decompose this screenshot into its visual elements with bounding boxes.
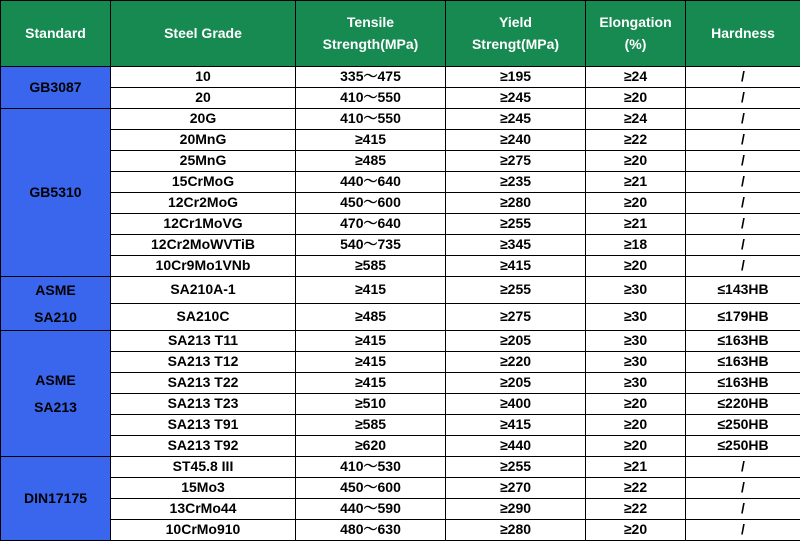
steel-grade-cell: 10Cr9Mo1VNb [111,256,296,277]
tensile-strength-cell: ≥510 [296,394,446,415]
yield-strength-cell: ≥345 [446,235,586,256]
steel-grade-cell: 20MnG [111,130,296,151]
table-row [1,235,800,256]
tensile-strength-cell: 450～600 [296,193,446,214]
hardness-cell: / [686,130,800,151]
elongation-cell: ≥21 [586,172,686,193]
table-row [1,256,800,277]
steel-grade-cell: SA210C [111,304,296,331]
hardness-cell: / [686,172,800,193]
tensile-strength-cell: ≥585 [296,256,446,277]
table-header [1,1,800,67]
table-row [1,520,800,541]
elongation-cell: ≥30 [586,373,686,394]
yield-strength-cell: ≥220 [446,352,586,373]
tensile-strength-cell: ≥415 [296,373,446,394]
table-row [1,193,800,214]
elongation-cell: ≥20 [586,436,686,457]
tensile-strength-cell: ≥415 [296,130,446,151]
hardness-cell: / [686,193,800,214]
hardness-cell: / [686,88,800,109]
elongation-cell: ≥20 [586,193,686,214]
steel-grade-cell: SA213 T12 [111,352,296,373]
table-row [1,109,800,130]
tensile-strength-cell: ≥415 [296,277,446,304]
steel-grade-cell: SA213 T91 [111,415,296,436]
header-yield-line-1: Yield [499,14,532,30]
yield-strength-cell: ≥255 [446,457,586,478]
steel-grade-cell: 20G [111,109,296,130]
yield-strength-cell: ≥195 [446,67,586,88]
yield-strength-cell: ≥280 [446,520,586,541]
tensile-strength-cell: 410～550 [296,88,446,109]
tensile-strength-cell: ≥485 [296,151,446,172]
elongation-cell: ≥20 [586,151,686,172]
standard-label: DIN17175 [1,485,110,512]
yield-strength-cell: ≥415 [446,415,586,436]
elongation-cell: ≥22 [586,499,686,520]
elongation-cell: ≥30 [586,304,686,331]
table-row [1,436,800,457]
table-body [1,67,800,541]
steel-grade-cell: SA210A-1 [111,277,296,304]
steel-grade-cell: 15CrMoG [111,172,296,193]
table-row [1,478,800,499]
yield-strength-cell: ≥440 [446,436,586,457]
hardness-cell: ≤143HB [686,277,800,304]
hardness-cell: / [686,520,800,541]
header-steel-grade: Steel Grade [111,1,296,67]
elongation-cell: ≥24 [586,109,686,130]
yield-strength-cell: ≥240 [446,130,586,151]
yield-strength-cell: ≥270 [446,478,586,499]
tensile-strength-cell: 470～640 [296,214,446,235]
elongation-cell: ≥30 [586,352,686,373]
elongation-cell: ≥20 [586,394,686,415]
table-row [1,67,800,88]
header-elongation-line-1: Elongation [599,14,671,30]
elongation-cell: ≥30 [586,277,686,304]
table-row [1,394,800,415]
table-row [1,130,800,151]
standard-label: ASME [1,277,110,304]
tensile-strength-cell: ≥415 [296,331,446,352]
yield-strength-cell: ≥245 [446,88,586,109]
standard-label: GB3087 [1,74,110,101]
yield-strength-cell: ≥245 [446,109,586,130]
table-row [1,88,800,109]
tensile-strength-cell: 440～640 [296,172,446,193]
yield-strength-cell: ≥415 [446,256,586,277]
yield-strength-cell: ≥255 [446,277,586,304]
standard-cell [1,457,111,541]
hardness-cell: / [686,151,800,172]
hardness-cell: / [686,457,800,478]
elongation-cell: ≥30 [586,331,686,352]
steel-grade-cell: SA213 T22 [111,373,296,394]
elongation-cell: ≥18 [586,235,686,256]
header-tensile-line-2: Strength(MPa) [323,36,419,52]
tensile-strength-cell: 410～530 [296,457,446,478]
yield-strength-cell: ≥275 [446,304,586,331]
elongation-cell: ≥20 [586,415,686,436]
table-row [1,331,800,352]
tensile-strength-cell: 480～630 [296,520,446,541]
tensile-strength-cell: 410～550 [296,109,446,130]
steel-grade-cell: 12Cr1MoVG [111,214,296,235]
yield-strength-cell: ≥235 [446,172,586,193]
header-standard: Standard [1,1,111,67]
header-elongation-line-2: (%) [625,36,647,52]
table-row [1,373,800,394]
elongation-cell: ≥20 [586,520,686,541]
header-tensile-line-1: Tensile [347,14,394,30]
tensile-strength-cell: ≥620 [296,436,446,457]
yield-strength-cell: ≥205 [446,373,586,394]
yield-strength-cell: ≥290 [446,499,586,520]
steel-grade-cell: 12Cr2MoWVTiB [111,235,296,256]
hardness-cell: / [686,499,800,520]
steel-grade-cell: SA213 T23 [111,394,296,415]
tensile-strength-cell: 335～475 [296,67,446,88]
standard-cell [1,277,111,331]
steel-grade-cell: 10 [111,67,296,88]
steel-grade-cell: 25MnG [111,151,296,172]
elongation-cell: ≥20 [586,88,686,109]
standard-label: SA210 [1,304,110,331]
elongation-cell: ≥22 [586,478,686,499]
hardness-cell: / [686,256,800,277]
hardness-cell: / [686,235,800,256]
tensile-strength-cell: 540～735 [296,235,446,256]
tensile-strength-cell: ≥415 [296,352,446,373]
elongation-cell: ≥20 [586,256,686,277]
yield-strength-cell: ≥275 [446,151,586,172]
hardness-cell: / [686,214,800,235]
steel-grade-cell: 20 [111,88,296,109]
standard-label: SA213 [1,394,110,421]
steel-grade-cell: SA213 T11 [111,331,296,352]
yield-strength-cell: ≥205 [446,331,586,352]
hardness-cell: / [686,67,800,88]
table-row [1,304,800,331]
yield-strength-cell: ≥255 [446,214,586,235]
table-row [1,172,800,193]
yield-strength-cell: ≥280 [446,193,586,214]
table-row [1,277,800,304]
tensile-strength-cell: 450～600 [296,478,446,499]
standard-cell [1,67,111,109]
steel-grade-cell: 10CrMo910 [111,520,296,541]
hardness-cell: ≤179HB [686,304,800,331]
steel-grade-cell: ST45.8 III [111,457,296,478]
steel-grade-cell: 15Mo3 [111,478,296,499]
steel-grade-cell: 12Cr2MoG [111,193,296,214]
table-row [1,151,800,172]
elongation-cell: ≥24 [586,67,686,88]
standard-cell [1,331,111,457]
hardness-cell: ≤250HB [686,415,800,436]
header-yield-line-2: Strengt(MPa) [472,36,559,52]
hardness-cell: ≤163HB [686,352,800,373]
standard-cell [1,109,111,277]
steel-grade-cell: 13CrMo44 [111,499,296,520]
hardness-cell: ≤250HB [686,436,800,457]
tensile-strength-cell: ≥585 [296,415,446,436]
table-row [1,214,800,235]
hardness-cell: ≤220HB [686,394,800,415]
elongation-cell: ≥22 [586,130,686,151]
hardness-cell: ≤163HB [686,373,800,394]
hardness-cell: ≤163HB [686,331,800,352]
table-row [1,457,800,478]
header-yield-strength [446,1,586,67]
header-row [1,1,800,67]
yield-strength-cell: ≥400 [446,394,586,415]
header-hardness: Hardness [686,1,800,67]
hardness-cell: / [686,109,800,130]
standard-label: GB5310 [1,179,110,206]
table-row [1,415,800,436]
table-row [1,499,800,520]
elongation-cell: ≥21 [586,457,686,478]
standard-label: ASME [1,367,110,394]
hardness-cell: / [686,478,800,499]
header-elongation [586,1,686,67]
tensile-strength-cell: ≥485 [296,304,446,331]
header-tensile-strength [296,1,446,67]
tensile-strength-cell: 440～590 [296,499,446,520]
steel-grade-cell: SA213 T92 [111,436,296,457]
elongation-cell: ≥21 [586,214,686,235]
table-row [1,352,800,373]
